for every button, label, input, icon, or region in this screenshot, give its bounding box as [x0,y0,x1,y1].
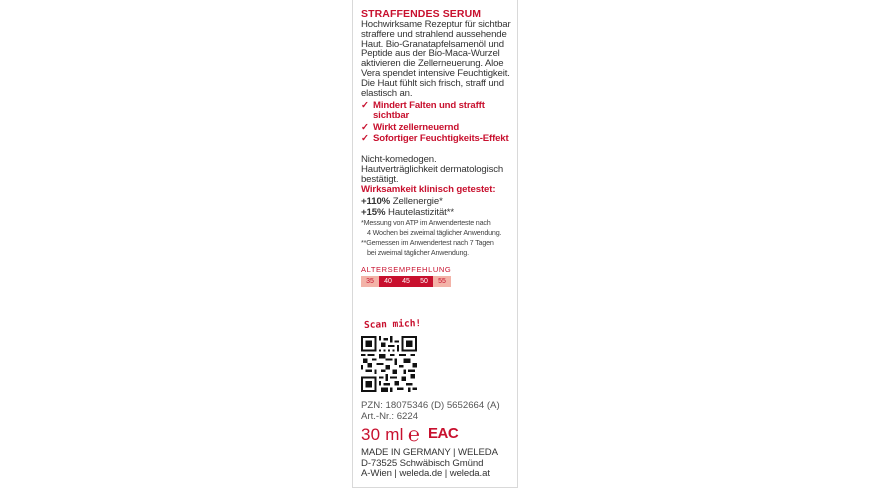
age-recommendation-label: ALTERSEMPFEHLUNG [361,265,452,274]
address-line: D-73525 Schwäbisch Gmünd [361,457,484,469]
pzn-code: PZN: 18075346 (D) 5652664 (A) [361,400,500,411]
benefit-item: ✓ Wirkt zellerneuernd [361,121,460,133]
age-tick: 40 [379,276,397,287]
product-description: Hochwirksame Rezeptur für sichtbar straffere und strahlend aussehende Haut. Bio-Granatapfelsamenöl und Peptide aus der Bio-Maca-Wurzel aktivieren die Zellerneuerung. Aloe Vera spendet intensive Feuchtigkeit. Die Haut fühlt sich frisch, straff und elastisch an. [361,19,511,99]
stat-elasticity: +15% Hautelastizität** [361,207,455,218]
age-tick: 35 [361,276,379,287]
stat-energy: +110% Zellenergie* [361,196,443,207]
product-title: STRAFFENDES SERUM [361,8,482,20]
age-tick: 45 [397,276,415,287]
footnote-1: *Messung von ATP im Anwenderteste nach 4 Wochen bei zweimal täglicher Anwendung. [361,218,502,237]
benefit-item: ✓ Sofortiger Feuchtigkeits-Effekt [361,133,509,145]
age-tick: 50 [415,276,433,287]
check-icon: ✓ [361,133,369,145]
estimated-sign-icon: ℮ [408,422,421,446]
web-line: A-Wien | weleda.de | weleda.at [361,468,490,480]
footnote-2: **Gemessen im Anwendertest nach 7 Tagen bei zweimal täglicher Anwendung. [361,238,494,257]
age-tick: 55 [433,276,451,287]
qr-code[interactable] [361,336,417,392]
product-codes [361,401,500,422]
check-icon: ✓ [361,121,369,133]
dermatology-note: Nicht-komedogen. Hautverträglichkeit dermatologisch bestätigt. [361,154,504,185]
benefit-item: ✓ Mindert Falten und strafft sichtbar [361,100,485,121]
benefit-list [361,101,511,146]
made-in-line: MADE IN GERMANY | WELEDA [361,447,498,458]
scan-me-label: Scan mich! [363,318,422,331]
volume-label: 30 ml [361,425,404,444]
age-scale [361,276,451,287]
clinical-title: Wirksamkeit klinisch getestet: [361,184,496,195]
manufacturer-info [361,448,498,480]
check-icon: ✓ [361,100,369,111]
eac-mark-icon: EAC [428,425,459,442]
article-number: Art.-Nr.: 6224 [361,410,419,422]
